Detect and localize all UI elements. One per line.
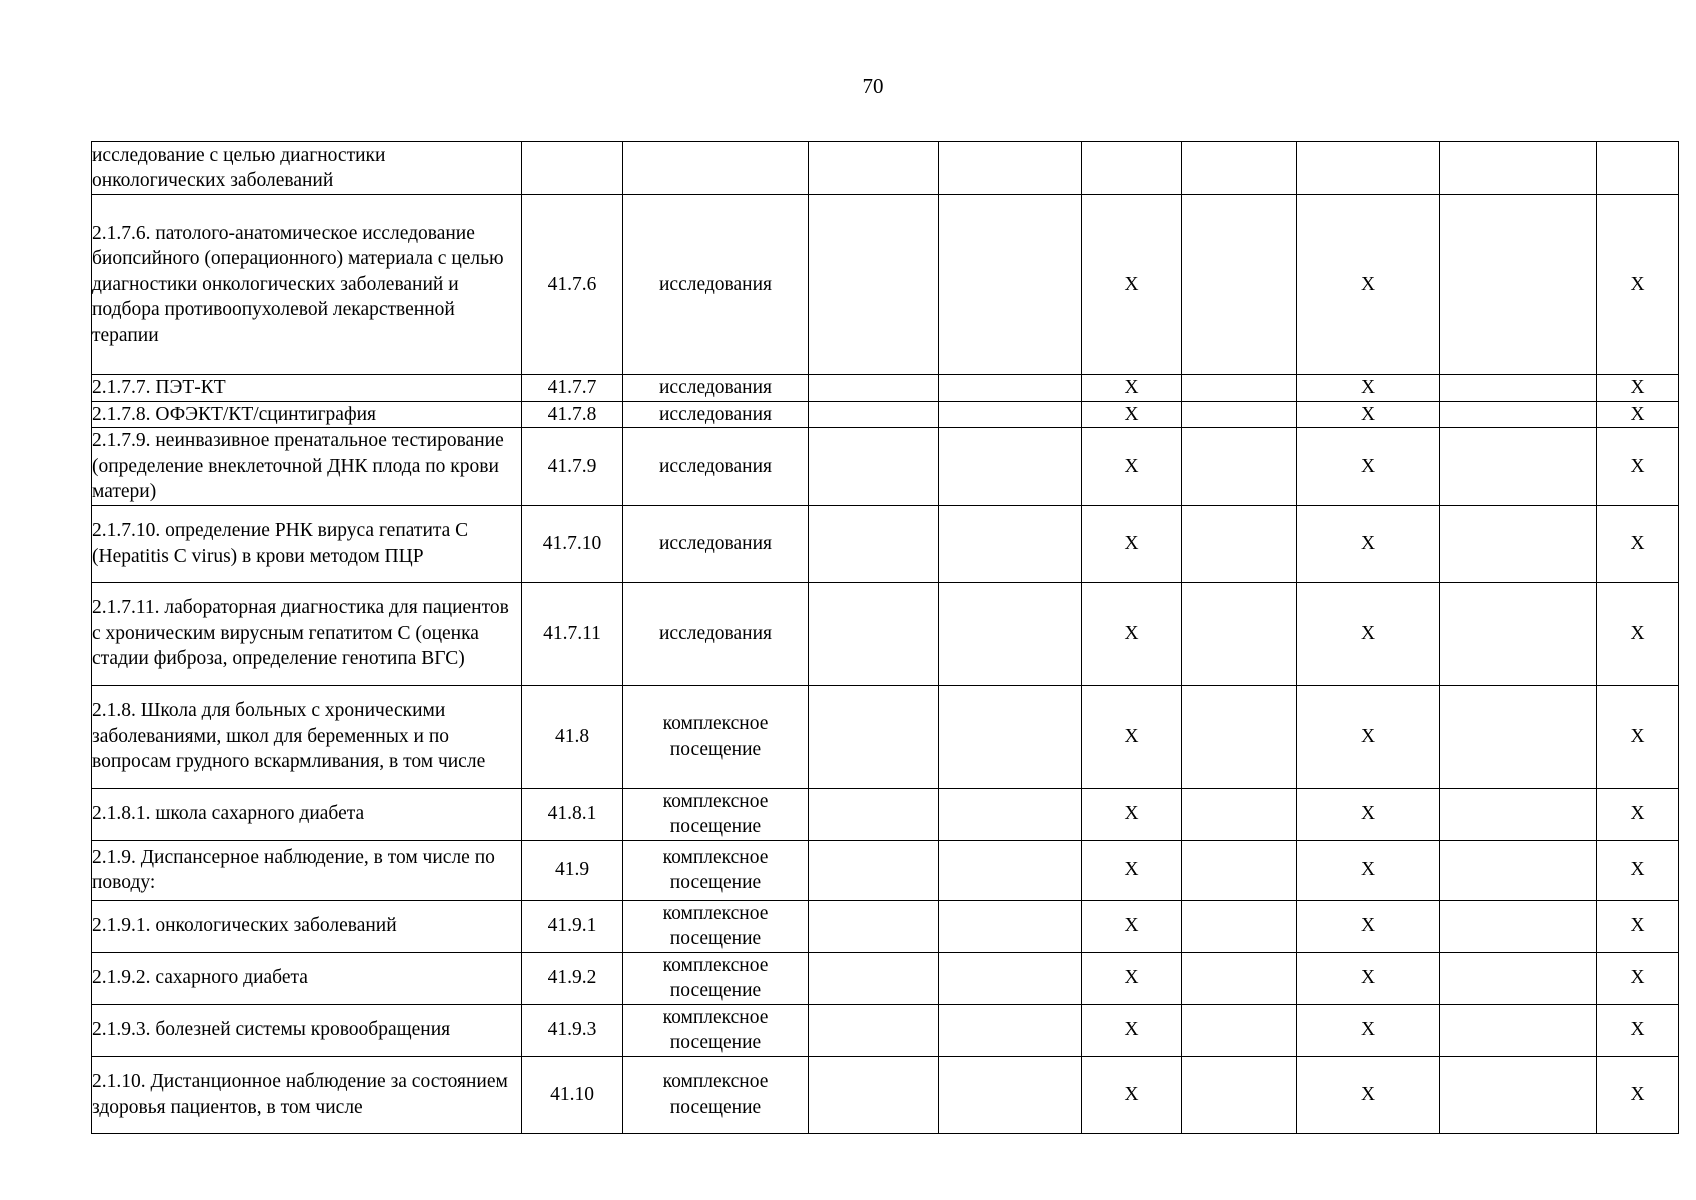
row-value-cell (809, 952, 939, 1004)
table-row (92, 788, 1679, 840)
row-name-cell: 2.1.9.1. онкологических заболеваний (92, 900, 522, 952)
table-row (92, 401, 1679, 428)
row-value-cell: X (1597, 952, 1679, 1004)
row-name-cell: 2.1.8. Школа для больных с хроническими заболеваниями, школ для беременных и по вопросам грудного вскармливания, в том числе (92, 685, 522, 788)
table-body (92, 142, 1679, 1134)
row-value-cell: X (1082, 428, 1182, 506)
row-value-cell (1182, 401, 1297, 428)
row-value-cell (809, 1056, 939, 1133)
services-table (91, 141, 1679, 1134)
row-code-cell: 41.9 (522, 840, 623, 900)
row-value-cell (1182, 582, 1297, 685)
row-value-cell (939, 505, 1082, 582)
row-name-cell: 2.1.7.11. лабораторная диагностика для пациентов с хроническим вирусным гепатитом С (оценка стадии фиброза, определение генотипа ВГС) (92, 582, 522, 685)
row-value-cell (1182, 142, 1297, 195)
row-value-cell: X (1597, 900, 1679, 952)
row-value-cell (809, 401, 939, 428)
row-value-cell (1182, 900, 1297, 952)
row-value-cell (1182, 505, 1297, 582)
table-row (92, 428, 1679, 506)
table-row (92, 505, 1679, 582)
row-code-cell: 41.7.8 (522, 401, 623, 428)
row-value-cell (809, 840, 939, 900)
table-row (92, 142, 1679, 195)
row-value-cell (809, 505, 939, 582)
row-name-cell: 2.1.7.6. патолого-анатомическое исследование биопсийного (операционного) материала с целью диагностики онкологических заболеваний и подбора противоопухолевой лекарственной терапии (92, 195, 522, 375)
row-code-cell: 41.7.6 (522, 195, 623, 375)
row-name-cell: 2.1.9. Диспансерное наблюдение, в том числе по поводу: (92, 840, 522, 900)
table-row (92, 1004, 1679, 1056)
row-unit-cell (623, 142, 809, 195)
row-code-cell: 41.10 (522, 1056, 623, 1133)
row-value-cell (939, 195, 1082, 375)
row-unit-cell: комплексное посещение (623, 1004, 809, 1056)
row-value-cell (1440, 840, 1597, 900)
row-value-cell (809, 428, 939, 506)
row-value-cell (1440, 195, 1597, 375)
row-unit-cell: комплексное посещение (623, 685, 809, 788)
row-code-cell: 41.9.1 (522, 900, 623, 952)
row-value-cell (1440, 1004, 1597, 1056)
row-value-cell: X (1597, 1056, 1679, 1133)
row-value-cell: X (1597, 840, 1679, 900)
row-unit-cell: исследования (623, 375, 809, 402)
row-code-cell (522, 142, 623, 195)
row-value-cell: X (1597, 428, 1679, 506)
row-value-cell: X (1297, 788, 1440, 840)
row-value-cell (939, 375, 1082, 402)
row-value-cell: X (1597, 788, 1679, 840)
row-value-cell: X (1297, 195, 1440, 375)
row-value-cell (1440, 401, 1597, 428)
row-unit-cell: комплексное посещение (623, 952, 809, 1004)
row-name-cell: 2.1.8.1. школа сахарного диабета (92, 788, 522, 840)
row-name-cell: 2.1.7.10. определение РНК вируса гепатита C (Hepatitis C virus) в крови методом ПЦР (92, 505, 522, 582)
row-value-cell: X (1297, 685, 1440, 788)
row-value-cell: X (1297, 900, 1440, 952)
row-value-cell (1440, 900, 1597, 952)
row-value-cell (809, 375, 939, 402)
row-value-cell (1440, 1056, 1597, 1133)
row-value-cell: X (1082, 788, 1182, 840)
row-unit-cell: исследования (623, 401, 809, 428)
row-name-cell: 2.1.10. Дистанционное наблюдение за состоянием здоровья пациентов, в том числе (92, 1056, 522, 1133)
row-value-cell (1597, 142, 1679, 195)
row-value-cell (939, 952, 1082, 1004)
row-unit-cell: исследования (623, 582, 809, 685)
row-code-cell: 41.7.9 (522, 428, 623, 506)
row-value-cell (1182, 952, 1297, 1004)
row-value-cell: X (1297, 1004, 1440, 1056)
row-value-cell (1440, 788, 1597, 840)
row-value-cell: X (1297, 505, 1440, 582)
row-value-cell: X (1082, 375, 1182, 402)
row-value-cell (1182, 840, 1297, 900)
row-value-cell: X (1082, 1056, 1182, 1133)
row-value-cell (1440, 428, 1597, 506)
row-value-cell (939, 1004, 1082, 1056)
row-value-cell: X (1597, 685, 1679, 788)
row-value-cell (939, 582, 1082, 685)
row-value-cell: X (1597, 1004, 1679, 1056)
row-value-cell: X (1597, 582, 1679, 685)
row-value-cell (939, 401, 1082, 428)
row-value-cell (809, 195, 939, 375)
row-value-cell: X (1082, 1004, 1182, 1056)
row-value-cell: X (1082, 685, 1182, 788)
row-name-cell: исследование с целью диагностики онкологических заболеваний (92, 142, 522, 195)
row-value-cell: X (1082, 952, 1182, 1004)
row-value-cell (939, 1056, 1082, 1133)
row-code-cell: 41.9.3 (522, 1004, 623, 1056)
row-value-cell (1182, 1004, 1297, 1056)
row-value-cell: X (1082, 900, 1182, 952)
row-name-cell: 2.1.9.3. болезней системы кровообращения (92, 1004, 522, 1056)
row-code-cell: 41.7.11 (522, 582, 623, 685)
row-unit-cell: комплексное посещение (623, 788, 809, 840)
row-value-cell (1440, 505, 1597, 582)
row-code-cell: 41.8.1 (522, 788, 623, 840)
row-value-cell (809, 1004, 939, 1056)
row-value-cell (1440, 952, 1597, 1004)
row-name-cell: 2.1.7.7. ПЭТ-КТ (92, 375, 522, 402)
row-value-cell: X (1297, 582, 1440, 685)
row-value-cell: X (1082, 505, 1182, 582)
row-value-cell: X (1597, 375, 1679, 402)
row-unit-cell: комплексное посещение (623, 840, 809, 900)
table-row (92, 582, 1679, 685)
row-value-cell (1297, 142, 1440, 195)
row-value-cell: X (1297, 401, 1440, 428)
row-unit-cell: комплексное посещение (623, 900, 809, 952)
row-value-cell (809, 582, 939, 685)
row-code-cell: 41.9.2 (522, 952, 623, 1004)
row-value-cell (1182, 788, 1297, 840)
table-row (92, 900, 1679, 952)
page-number: 70 (862, 74, 884, 98)
row-value-cell: X (1297, 840, 1440, 900)
row-value-cell: X (1082, 401, 1182, 428)
row-value-cell: X (1597, 195, 1679, 375)
row-unit-cell: исследования (623, 505, 809, 582)
table-row (92, 375, 1679, 402)
row-value-cell: X (1082, 195, 1182, 375)
row-value-cell: X (1597, 505, 1679, 582)
row-value-cell: X (1297, 952, 1440, 1004)
row-code-cell: 41.7.10 (522, 505, 623, 582)
table-row (92, 952, 1679, 1004)
table-row (92, 840, 1679, 900)
table-row (92, 195, 1679, 375)
row-value-cell (1182, 428, 1297, 506)
row-value-cell (1440, 685, 1597, 788)
table-row (92, 1056, 1679, 1133)
row-value-cell: X (1297, 1056, 1440, 1133)
row-unit-cell: комплексное посещение (623, 1056, 809, 1133)
row-value-cell (809, 142, 939, 195)
row-value-cell (1182, 375, 1297, 402)
row-value-cell (1182, 1056, 1297, 1133)
row-value-cell (939, 900, 1082, 952)
row-value-cell: X (1082, 582, 1182, 685)
row-code-cell: 41.8 (522, 685, 623, 788)
row-value-cell (1440, 582, 1597, 685)
row-name-cell: 2.1.7.8. ОФЭКТ/КТ/сцинтиграфия (92, 401, 522, 428)
row-value-cell: X (1297, 375, 1440, 402)
table-row (92, 685, 1679, 788)
row-unit-cell: исследования (623, 428, 809, 506)
row-value-cell: X (1297, 428, 1440, 506)
row-value-cell (809, 685, 939, 788)
row-value-cell (809, 900, 939, 952)
row-value-cell: X (1082, 840, 1182, 900)
row-name-cell: 2.1.9.2. сахарного диабета (92, 952, 522, 1004)
row-value-cell: X (1597, 401, 1679, 428)
row-code-cell: 41.7.7 (522, 375, 623, 402)
row-value-cell (809, 788, 939, 840)
row-value-cell (939, 788, 1082, 840)
row-value-cell (939, 142, 1082, 195)
row-value-cell (939, 428, 1082, 506)
row-value-cell (1082, 142, 1182, 195)
row-value-cell (1440, 375, 1597, 402)
row-value-cell (1182, 195, 1297, 375)
row-name-cell: 2.1.7.9. неинвазивное пренатальное тестирование (определение внеклеточной ДНК плода по крови матери) (92, 428, 522, 506)
row-value-cell (939, 840, 1082, 900)
row-unit-cell: исследования (623, 195, 809, 375)
row-value-cell (939, 685, 1082, 788)
row-value-cell (1182, 685, 1297, 788)
row-value-cell (1440, 142, 1597, 195)
